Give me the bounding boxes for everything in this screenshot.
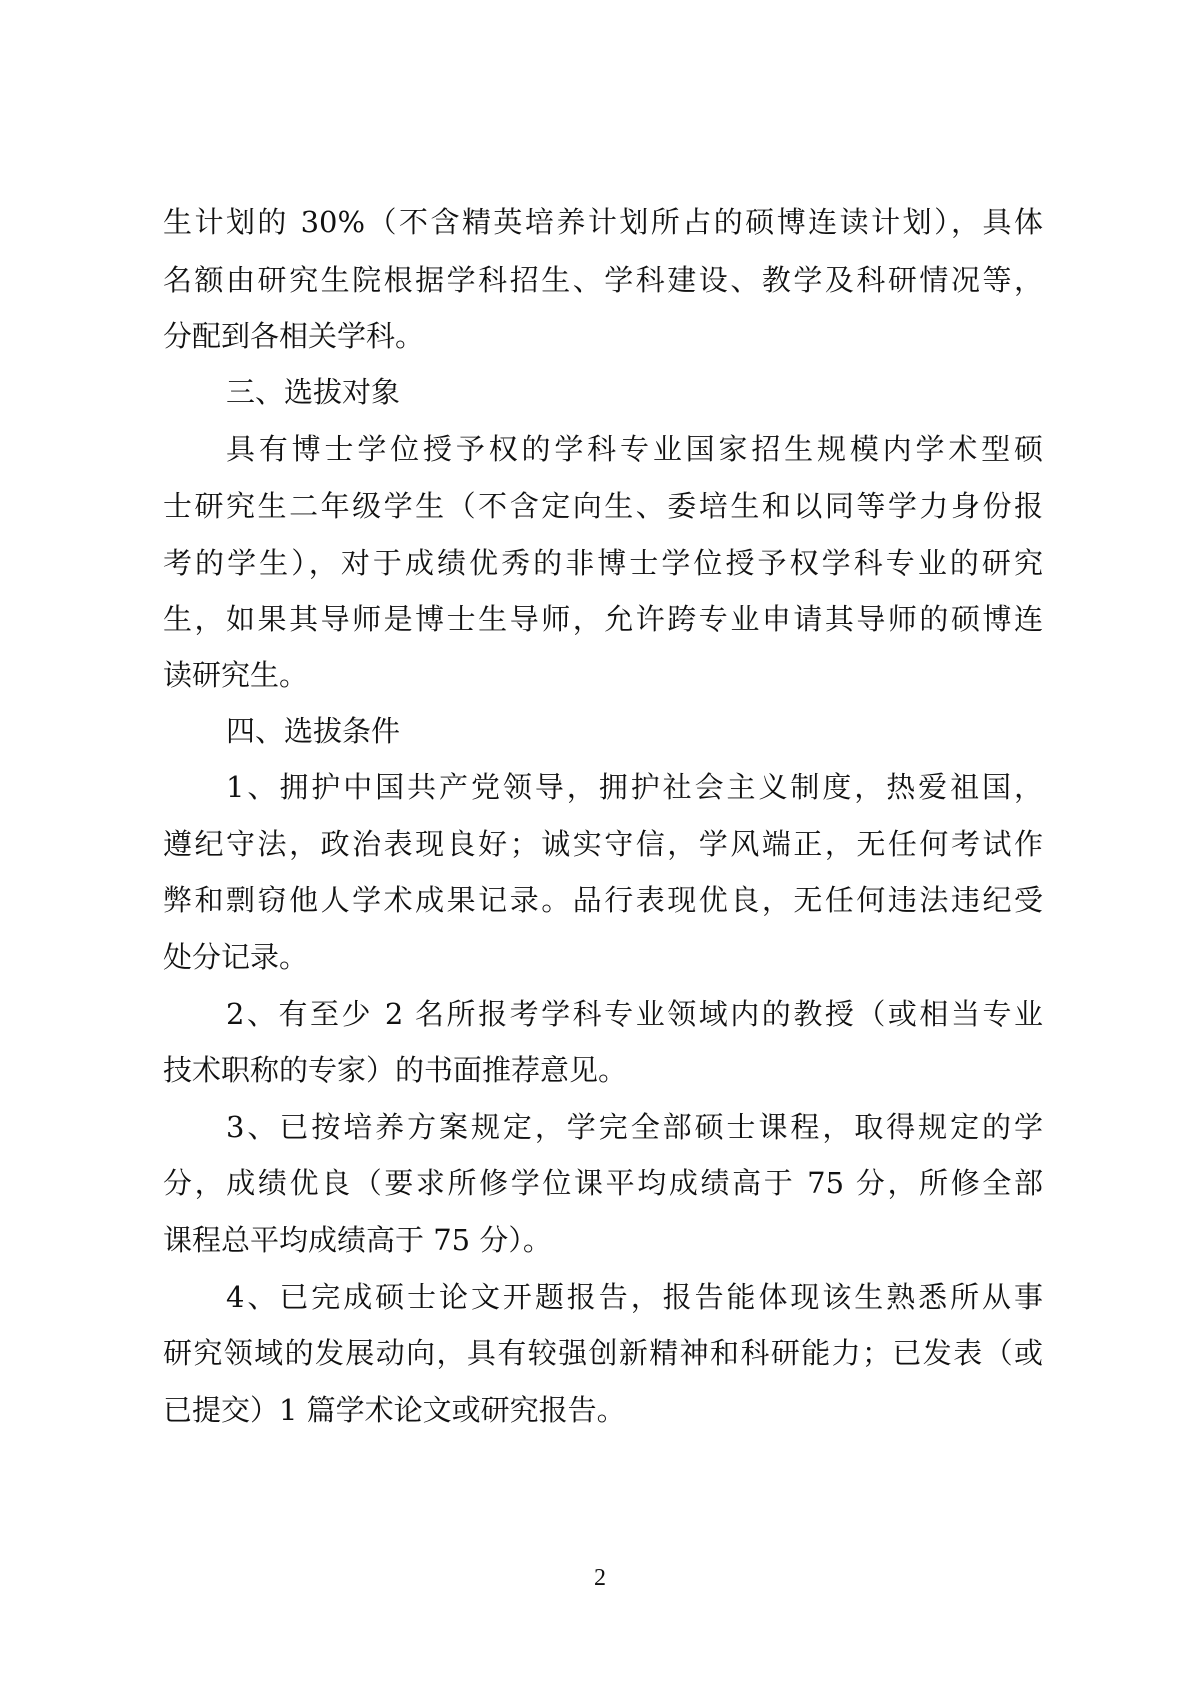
text-line: 名额由研究生院根据学科招生、学科建设、教学及科研情况等，: [163, 263, 1043, 297]
text-line: 遵纪守法，政治表现良好；诚实守信，学风端正，无任何考试作: [163, 827, 1043, 861]
text-line: 分，成绩优良（要求所修学位课平均成绩高于 75 分，所修全部: [163, 1166, 1043, 1200]
text-line: 1、拥护中国共产党领导，拥护社会主义制度，热爱祖国，: [226, 770, 1043, 804]
page-number: 2: [594, 1565, 606, 1591]
text-line: 研究领域的发展动向，具有较强创新精神和科研能力；已发表（或: [163, 1336, 1043, 1370]
text-line: 生计划的 30%（不含精英培养计划所占的硕博连读计划），具体: [163, 205, 1043, 239]
text-line: 处分记录。: [163, 940, 309, 974]
text-line: 2、有至少 2 名所报考学科专业领域内的教授（或相当专业: [226, 997, 1043, 1031]
text-line: 士研究生二年级学生（不含定向生、委培生和以同等学力身份报: [163, 489, 1043, 523]
section-heading: 四、选拔条件: [226, 714, 401, 748]
text-line: 4、已完成硕士论文开题报告，报告能体现该生熟悉所从事: [226, 1280, 1043, 1314]
text-line: 具有博士学位授予权的学科专业国家招生规模内学术型硕: [226, 432, 1043, 466]
text-line: 已提交）1 篇学术论文或研究报告。: [163, 1393, 626, 1427]
text-line: 技术职称的专家）的书面推荐意见。: [163, 1053, 628, 1087]
text-line: 考的学生），对于成绩优秀的非博士学位授予权学科专业的研究: [163, 546, 1043, 580]
text-line: 分配到各相关学科。: [163, 319, 425, 353]
text-line: 3、已按培养方案规定，学完全部硕士课程，取得规定的学: [226, 1110, 1043, 1144]
section-heading: 三、选拔对象: [226, 375, 401, 409]
text-line: 生，如果其导师是博士生导师，允许跨专业申请其导师的硕博连: [163, 602, 1043, 636]
text-line: 读研究生。: [163, 658, 309, 692]
text-line: 课程总平均成绩高于 75 分）。: [163, 1223, 552, 1257]
text-line: 弊和剽窃他人学术成果记录。品行表现优良，无任何违法违纪受: [163, 883, 1043, 917]
